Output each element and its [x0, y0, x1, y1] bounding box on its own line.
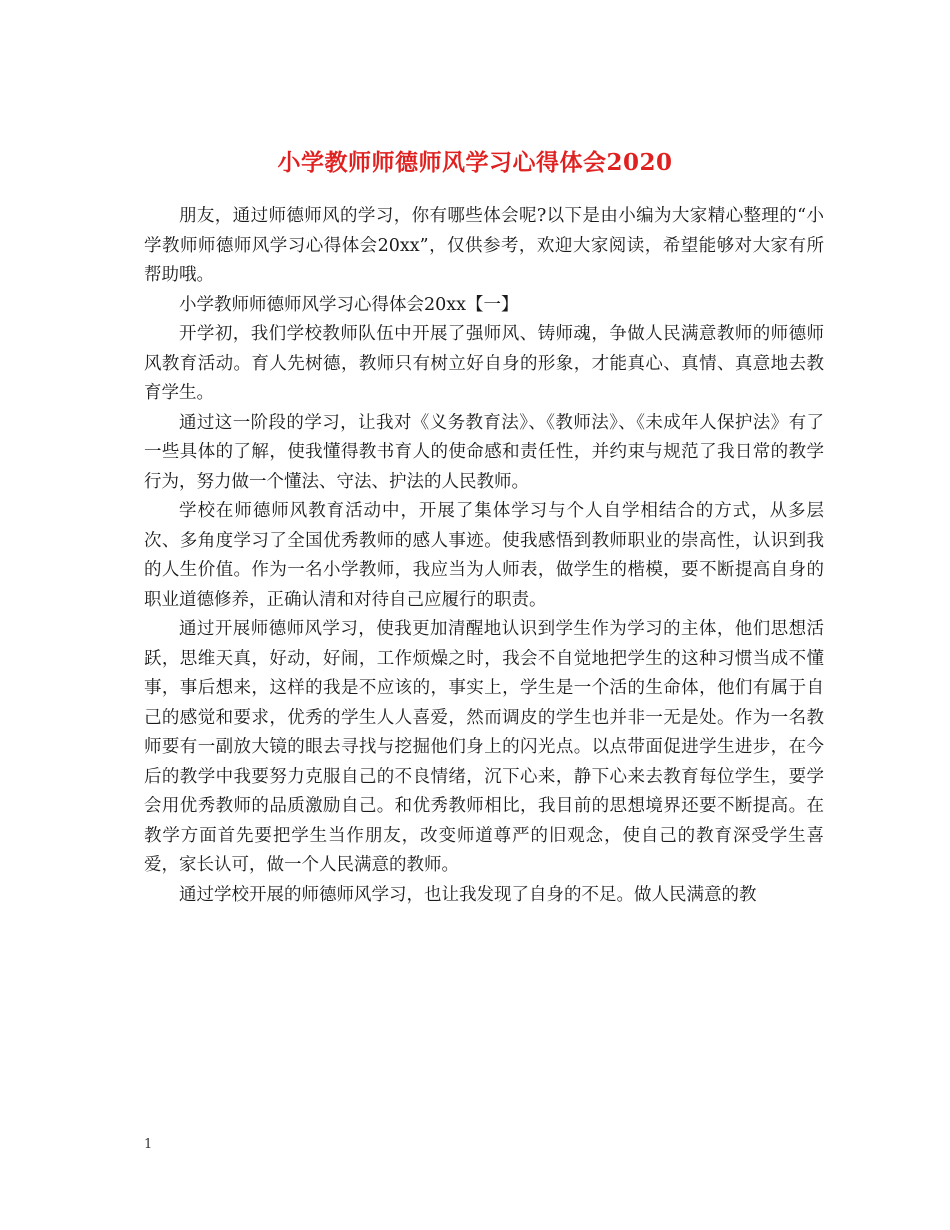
body-paragraph: 学校在师德师风教育活动中，开展了集体学习与个人自学相结合的方式，从多层次、多角度学习了全国优秀教师的感人事迹。使我感悟到教师职业的崇高性，认识到我的人生价值。作为一名小学教师，我应当为人师表，做学生的楷模，要不断提高自身的职业道德修养，正确认清和对待自己应履行的职责。	[144, 501, 824, 610]
body-paragraph: 开学初，我们学校教师队伍中开展了强师风、铸师魂，争做人民满意教师的师德师风教育活动。育人先树德，教师只有树立好自身的形象，才能真心、真情、真意地去教育学生。	[144, 324, 824, 403]
section-heading: 小学教师师德师风学习心得体会20xx【一】	[179, 294, 519, 315]
document-title: 小学教师师德师风学习心得体会2020	[277, 149, 673, 177]
intro-paragraph: 朋友，通过师德师风的学习，你有哪些体会呢?以下是由小编为大家精心整理的“小学教师师德师风学习心得体会20xx”，仅供参考，欢迎大家阅读，希望能够对大家有所帮助哦。	[144, 206, 824, 285]
body-paragraph: 通过开展师德师风学习，使我更加清醒地认识到学生作为学习的主体，他们思想活跃，思维天真，好动，好闹，工作烦燥之时，我会不自觉地把学生的这种习惯当成不懂事，事后想来，这样的我是不应该的，事实上，学生是一个活的生命体，他们有属于自己的感觉和要求，优秀的学生人人喜爱，然而调皮的学生也并非一无是处。作为一名教师要有一副放大镜的眼去寻找与挖掘他们身上的闪光点。以点带面促进学生进步，在今后的教学中我要努力克服自己的不良情绪，沉下心来，静下心来去教育每位学生，要学会用优秀教师的品质激励自己。和优秀教师相比，我目前的思想境界还要不断提高。在教学方面首先要把学生当作朋友，改变师道尊严的旧观念，使自己的教育深受学生喜爱，家长认可，做一个人民满意的教师。	[144, 619, 824, 875]
page-number: 1	[144, 1137, 153, 1152]
body-paragraph: 通过学校开展的师德师风学习，也让我发现了自身的不足。做人民满意的教	[179, 884, 757, 905]
body-paragraph: 通过这一阶段的学习，让我对《义务教育法》、《教师法》、《未成年人保护法》有了一些具体的了解，使我懂得教书育人的使命感和责任性，并约束与规范了我日常的教学行为，努力做一个懂法、守法、护法的人民教师。	[144, 412, 824, 492]
document-body	[144, 202, 824, 910]
